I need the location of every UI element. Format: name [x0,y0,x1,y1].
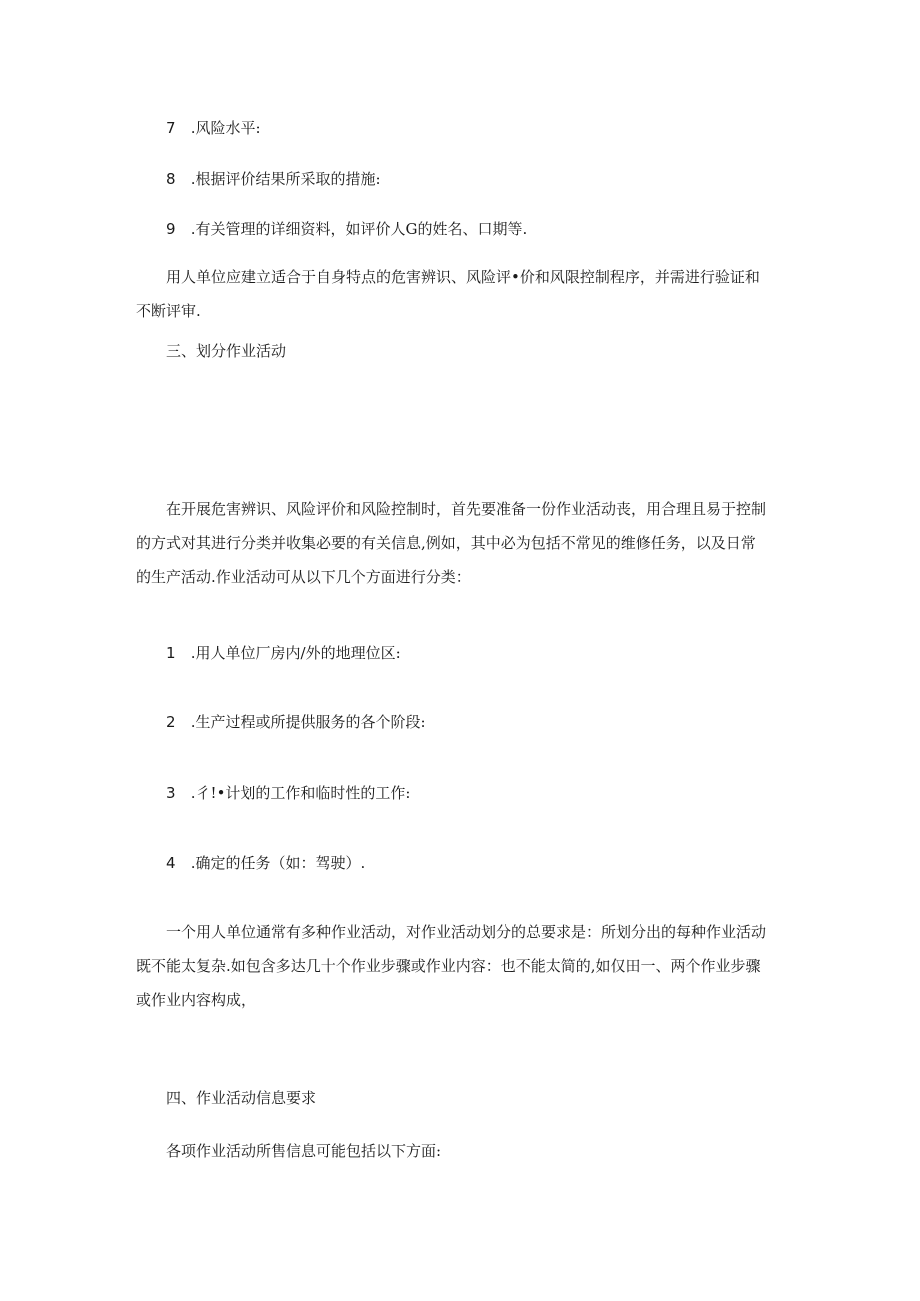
item-number: 1 [166,644,176,662]
item-text: .生产过程或所提供服务的各个阶段: [190,713,426,731]
paragraph-line: 不断评审. [136,302,201,320]
item-text: .彳!•计划的工作和临时性的工作: [190,784,411,802]
paragraph-line: 在开展危害辨识、风险评价和风险控制时，首先要准备一份作业活动丧，用合理且易于控制 [166,500,767,518]
item-number: 7 [166,119,176,137]
item-text: .风险水平: [190,119,261,137]
list-item [166,643,401,663]
paragraph-line: 的生产活动.作业活动可从以下几个方面进行分类： [136,568,471,586]
list-item [166,169,381,189]
item-number: 8 [166,170,176,188]
item-number: 2 [166,713,176,731]
section-heading: 三、划分作业活动 [166,342,287,360]
paragraph-line: 既不能太复杂.如包含多达几十个作业步骤或作业内容：也不能太简的,如仅田一、两个作业步骤 [136,957,761,975]
paragraph-line: 用人单位应建立适合于自身特点的危害辨识、风险评•价和风限控制程序，并需进行验证和 [166,268,760,286]
list-item [166,118,261,138]
paragraph [136,915,786,1017]
item-number: 4 [166,854,176,872]
list-item [166,219,527,239]
paragraph-line: 或作业内容构成， [136,991,257,1009]
item-number: 3 [166,784,176,802]
item-text: .确定的任务（如：驾驶）. [190,854,366,872]
paragraph [136,492,786,594]
list-item [166,712,426,732]
list-item [166,783,410,803]
item-number: 9 [166,220,176,238]
section-heading: 四、作业活动信息要求 [166,1089,317,1107]
item-text: .用人单位厂房内/外的地理位区: [190,644,401,662]
paragraph-line: 一个用人单位通常有多种作业活动，对作业活动划分的总要求是：所划分出的每种作业活动 [166,923,767,941]
list-item [166,853,365,873]
item-text: .有关管理的详细资料，如评价人G的姓名、口期等. [190,220,528,238]
item-text: .根据评价结果所采取的措施: [190,170,381,188]
paragraph: 各项作业活动所售信息可能包括以下方面: [166,1142,442,1160]
paragraph-line: 的方式对其进行分类并收集必要的有关信息,例如，其中必为包括不常见的维修任务，以及日常 [136,534,756,552]
paragraph [136,260,786,328]
